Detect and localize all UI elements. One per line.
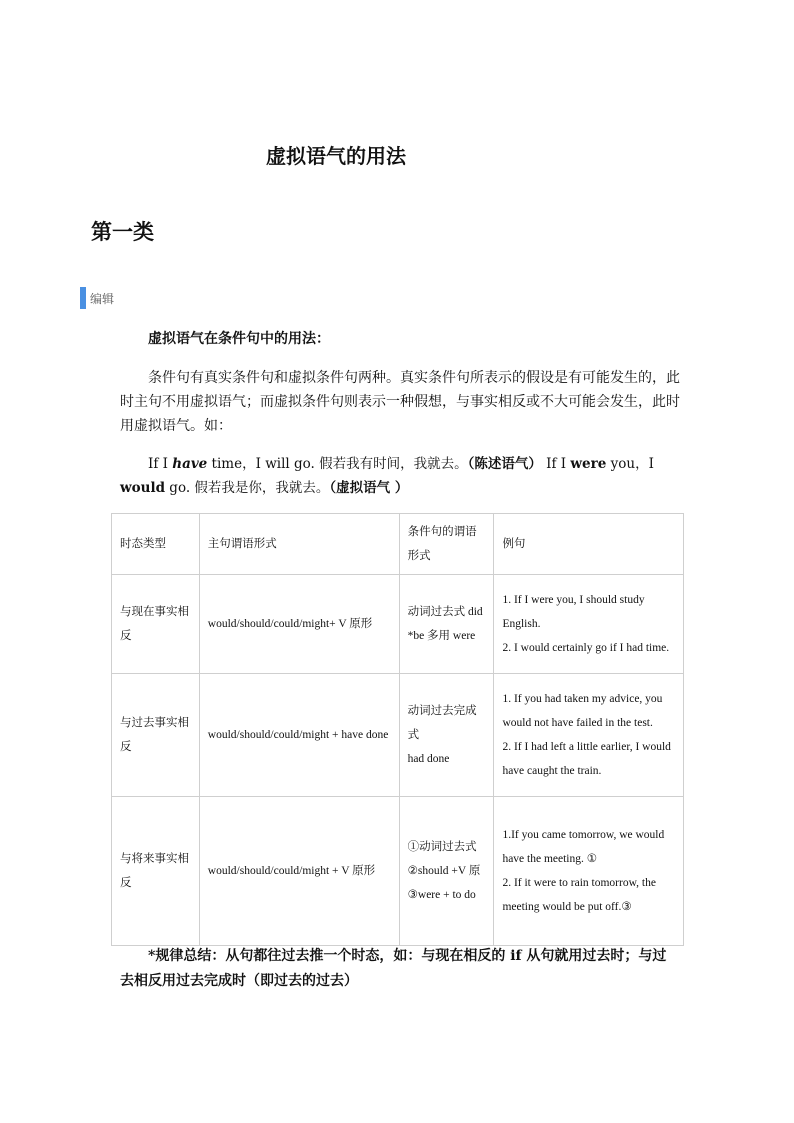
example-cell [494, 797, 684, 946]
condition-clause-cell [399, 575, 494, 674]
section-heading: 第一类 [91, 219, 154, 244]
main-clause-cell: would/should/could/might + have done [199, 674, 399, 797]
condition-clause-cell [399, 797, 494, 946]
header-cell: 条件句的谓语形式 [399, 514, 494, 575]
condition-line: ②should +V 原 [407, 865, 481, 877]
subjunctive-table [111, 513, 684, 946]
example-text: you，I [606, 456, 654, 472]
tense-type-cell: 与将来事实相反 [112, 797, 200, 946]
page-title: 虚拟语气的用法 [266, 144, 406, 168]
rule-summary: *规律总结：从句都往过去推一个时态，如：与现在相反的 if 从句就用过去时；与过去相反用过去完成时（即过去的过去） [120, 948, 667, 989]
table-row [112, 575, 684, 674]
example-line: 1. If you had taken my advice, you would not have failed in the test. [502, 693, 663, 729]
example-cell [494, 674, 684, 797]
condition-clause-cell [399, 674, 494, 797]
main-clause-cell: would/should/could/might+ V 原形 [199, 575, 399, 674]
intro-paragraph: 条件句有真实条件句和虚拟条件句两种。真实条件句所表示的假设是有可能发生的，此时主句不用虚拟语气；而虚拟条件句则表示一种假想，与事实相反或不大可能会发生，此时用虚拟语气。如： [120, 370, 680, 434]
example-line: 1. If I were you, I should study English. [502, 594, 645, 630]
condition-line: ③were + to do [407, 889, 476, 901]
example-line: 2. If it were to rain tomorrow, the meeting would be put off.③ [502, 877, 656, 913]
example-tag-indicative: （陈述语气） [467, 456, 542, 472]
example-sentences [120, 452, 680, 500]
header-cell: 时态类型 [112, 514, 200, 575]
table-header-row [112, 514, 684, 575]
example-have: have [172, 456, 208, 472]
condition-line: 动词过去式 did [407, 606, 483, 618]
subheading: 虚拟语气在条件句中的用法： [148, 331, 330, 347]
condition-line: had done [407, 753, 450, 765]
example-would: would [120, 480, 166, 496]
edit-link[interactable] [80, 288, 114, 308]
example-line: 2. If I had left a little earlier, I would have caught the train. [502, 741, 671, 777]
header-cell: 主句谓语形式 [199, 514, 399, 575]
example-text: time，I will go. 假若我有时间，我就去。 [207, 456, 468, 472]
table-row [112, 797, 684, 946]
example-text: go. 假若我是你，我就去。 [165, 480, 330, 496]
example-line: 2. I would certainly go if I had time. [502, 642, 670, 654]
table-row [112, 674, 684, 797]
condition-line: 动词过去完成式 [407, 705, 477, 741]
tense-type-cell: 与现在事实相反 [112, 575, 200, 674]
condition-line: *be 多用 were [407, 630, 476, 642]
header-cell: 例句 [494, 514, 684, 575]
example-cell [494, 575, 684, 674]
edit-label[interactable]: 编辑 [90, 291, 115, 306]
example-tag-subjunctive: （虚拟语气 ） [329, 480, 409, 496]
tense-type-cell: 与过去事实相反 [112, 674, 200, 797]
example-text: If I [148, 456, 173, 472]
condition-line: ①动词过去式 [407, 841, 477, 853]
example-were: were [570, 456, 607, 472]
example-line: 1.If you came tomorrow, we would have the meeting. ① [502, 829, 665, 865]
example-text: If I [541, 456, 571, 472]
edit-marker-bar [80, 287, 86, 309]
main-clause-cell: would/should/could/might + V 原形 [199, 797, 399, 946]
